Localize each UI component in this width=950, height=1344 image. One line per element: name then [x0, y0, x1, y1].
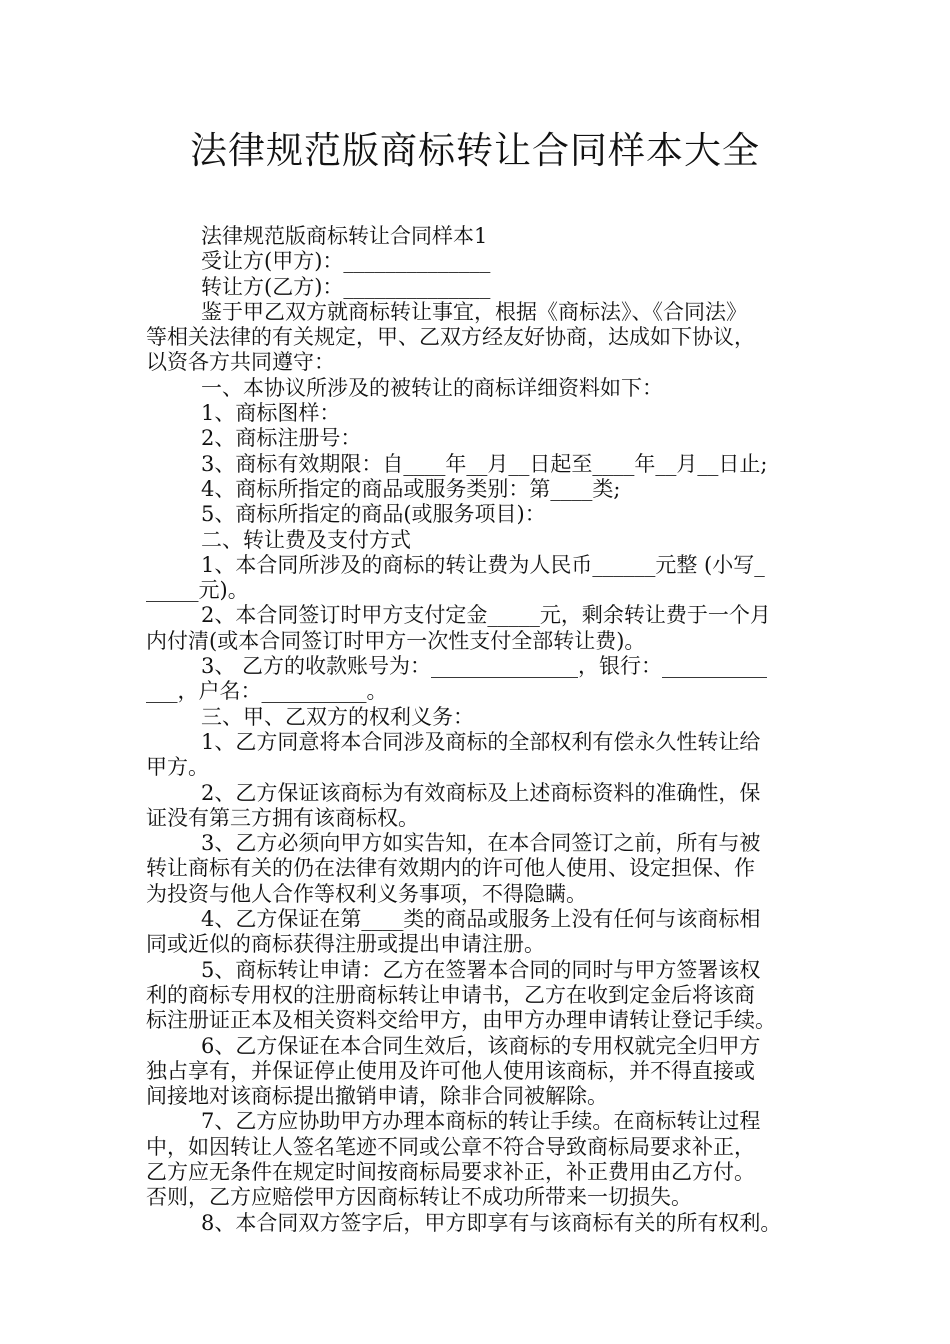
- trademark-sample-line: 1、商标图样：: [201, 401, 341, 426]
- trademark-goods-line: 5、商标所指定的商品(或服务项目)：: [201, 502, 546, 527]
- right-3-line-2: 转让商标有关的仍在法律有效期内的许可他人使用、设定担保、作: [146, 856, 755, 881]
- party-b-line: 转让方(乙方)：______________: [201, 274, 491, 299]
- right-7-line-2: 中，如因转让人签名笔迹不同或公章不符合导致商标局要求补正，: [146, 1134, 755, 1159]
- account-line-1: 3、 乙方的收款账号为：______________，银行：__________: [201, 654, 768, 679]
- account-line-2: ___，户名：__________。: [146, 679, 388, 704]
- right-2-line-1: 2、乙方保证该商标为有效商标及上述商标资料的准确性，保: [201, 780, 761, 805]
- trademark-class-line: 4、商标所指定的商品或服务类别：第____类;: [201, 476, 621, 501]
- deposit-line-1: 2、本合同签订时甲方支付定金_____元，剩余转让费于一个月: [201, 603, 771, 628]
- right-7-line-3: 乙方应无条件在规定时间按商标局要求补正，补正费用由乙方付。: [146, 1159, 755, 1184]
- trademark-validity-line: 3、商标有效期限：自____年__月__日起至____年__月__日止;: [201, 451, 768, 476]
- clause-three-heading: 三、甲、乙双方的权利义务：: [201, 704, 474, 729]
- fee-line-1: 1、本合同所涉及的商标的转让费为人民币______元整 (小写_: [201, 552, 765, 577]
- clause-one-heading: 一、本协议所涉及的被转让的商标详细资料如下：: [201, 375, 663, 400]
- trademark-registration-line: 2、商标注册号：: [201, 426, 362, 451]
- right-1-line-2: 甲方。: [146, 755, 209, 780]
- clause-two-heading: 二、转让费及支付方式: [201, 527, 411, 552]
- right-5-line-1: 5、商标转让申请：乙方在签署本合同的同时与甲方签署该权: [201, 957, 761, 982]
- right-2-line-2: 证没有第三方拥有该商标权。: [146, 805, 419, 830]
- preamble-line-3: 以资各方共同遵守：: [146, 350, 335, 375]
- right-7-line-4: 否则，乙方应赔偿甲方因商标转让不成功所带来一切损失。: [146, 1185, 692, 1210]
- right-6-line-1: 6、乙方保证在本合同生效后，该商标的专用权就完全归甲方: [201, 1033, 761, 1058]
- right-3-line-1: 3、乙方必须向甲方如实告知，在本合同签订之前，所有与被: [201, 831, 761, 856]
- right-4-line-1: 4、乙方保证在第____类的商品或服务上没有任何与该商标相: [201, 907, 761, 932]
- right-4-line-2: 同或近似的商标获得注册或提出申请注册。: [146, 932, 545, 957]
- right-6-line-3: 间接地对该商标提出撤销申请，除非合同被解除。: [146, 1084, 608, 1109]
- right-3-line-3: 为投资与他人合作等权利义务事项，不得隐瞒。: [146, 881, 587, 906]
- preamble-line-2: 等相关法律的有关规定，甲、乙双方经友好协商，达成如下协议，: [146, 325, 755, 350]
- document-body: [146, 224, 810, 1236]
- deposit-line-2: 内付清(或本合同签订时甲方一次性支付全部转让费)。: [146, 628, 646, 653]
- right-6-line-2: 独占享有，并保证停止使用及许可他人使用该商标，并不得直接或: [146, 1058, 755, 1083]
- preamble-line-1: 鉴于甲乙双方就商标转让事宜，根据《商标法》、《合同法》: [201, 299, 747, 324]
- right-7-line-1: 7、乙方应协助甲方办理本商标的转让手续。在商标转让过程: [201, 1109, 761, 1134]
- document-title: 法律规范版商标转让合同样本大全: [190, 129, 760, 172]
- right-8-line-1: 8、本合同双方签字后，甲方即享有与该商标有关的所有权利。: [201, 1210, 782, 1235]
- right-5-line-3: 标注册证正本及相关资料交给甲方，由甲方办理申请转让登记手续。: [146, 1008, 776, 1033]
- party-a-line: 受让方(甲方)：______________: [201, 249, 491, 274]
- right-5-line-2: 利的商标专用权的注册商标转让申请书，乙方在收到定金后将该商: [146, 982, 755, 1007]
- right-1-line-1: 1、乙方同意将本合同涉及商标的全部权利有偿永久性转让给: [201, 729, 761, 754]
- section-heading: 法律规范版商标转让合同样本1: [201, 224, 488, 248]
- fee-line-2: _____元)。: [146, 578, 249, 603]
